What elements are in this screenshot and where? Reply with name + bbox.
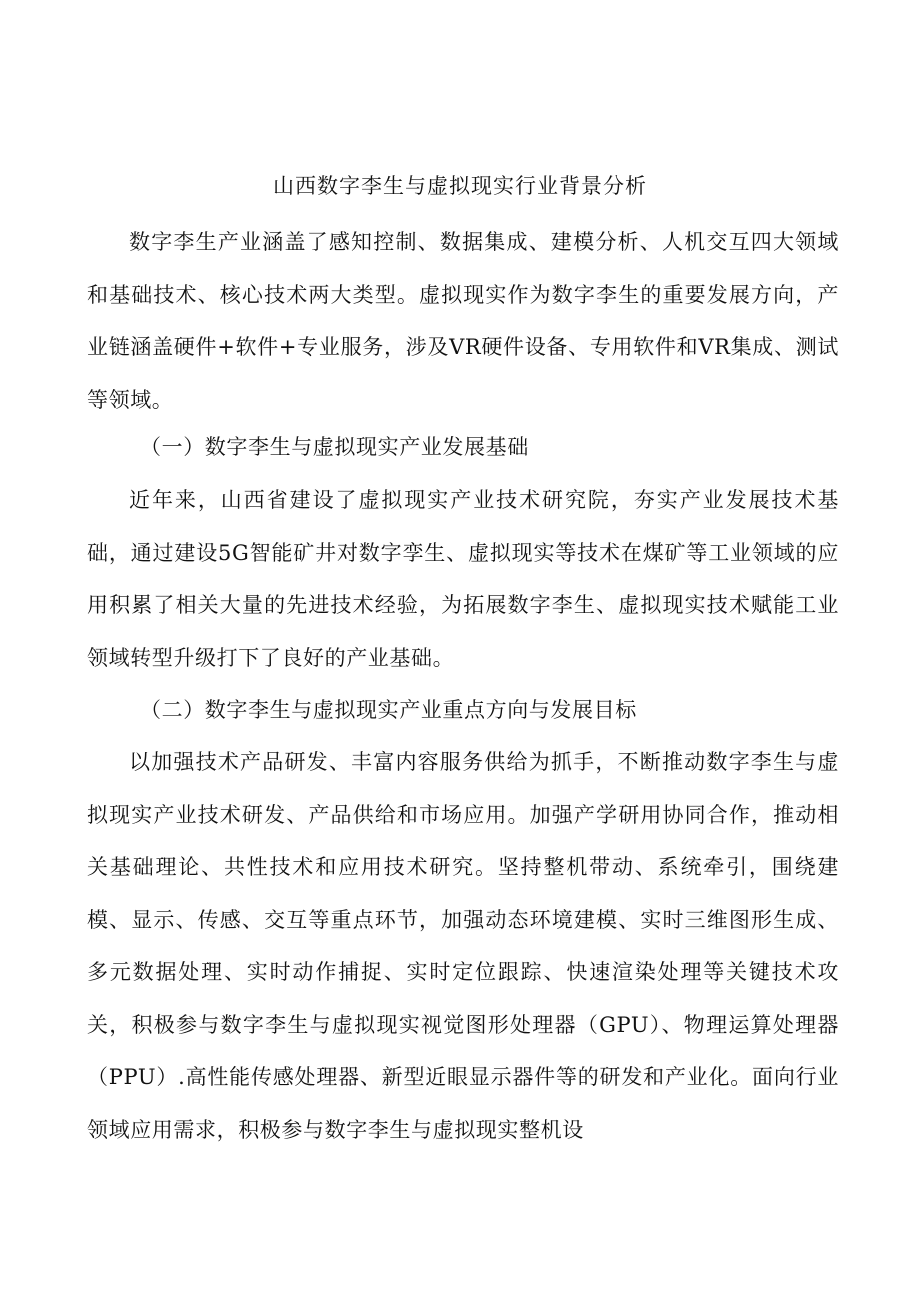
section-heading-directions-text: （二）数字李生与虚拟现实产业重点方向与发展目标: [140, 698, 637, 722]
paragraph-directions: 以加强技术产品研发、丰富内容服务供给为抓手，不断推动数字李生与虚拟现实产业技术研发、产品供给和市场应用。加强产学研用协同合作，推动相关基础理论、共性技术和应用技术研究。坚持整机带动、系统牵引，围绕建模、显示、传感、交互等重点环节，加强动态环境建模、实时三维图形生成、多元数据处理、实时动作捕捉、实时定位跟踪、快速渲染处理等关键技术攻关，积极参与数字李生与虚拟现实视觉图形处理器（GPU）、物理运算处理器（PPU）.高性能传感处理器、新型近眼显示器件等的研发和产业化。面向行业领域应用需求，积极参与数字李生与虚拟现实整机设: [87, 750, 839, 1142]
document-title: 山西数字李生与虚拟现实行业背景分析: [273, 174, 647, 198]
paragraph-foundation: 近年来，山西省建设了虚拟现实产业技术研究院，夯实产业发展技术基础，通过建设5G智能矿井对数字孪生、虚拟现实等技术在煤矿等工业领域的应用积累了相关大量的先进技术经验，为拓展数字李生、虚拟现实技术赋能工业领域转型升级打下了良好的产业基础。: [87, 488, 839, 670]
paragraph-overview: 数字李生产业涵盖了感知控制、数据集成、建模分析、人机交互四大领域和基础技术、核心技术两大类型。虚拟现实作为数字李生的重要发展方向，产业链涵盖硬件+软件+专业服务，涉及VR硬件设备、专用软件和VR集成、测试等领域。: [87, 230, 839, 412]
section-heading-foundation-text: （一）数字李生与虚拟现实产业发展基础: [140, 435, 529, 459]
